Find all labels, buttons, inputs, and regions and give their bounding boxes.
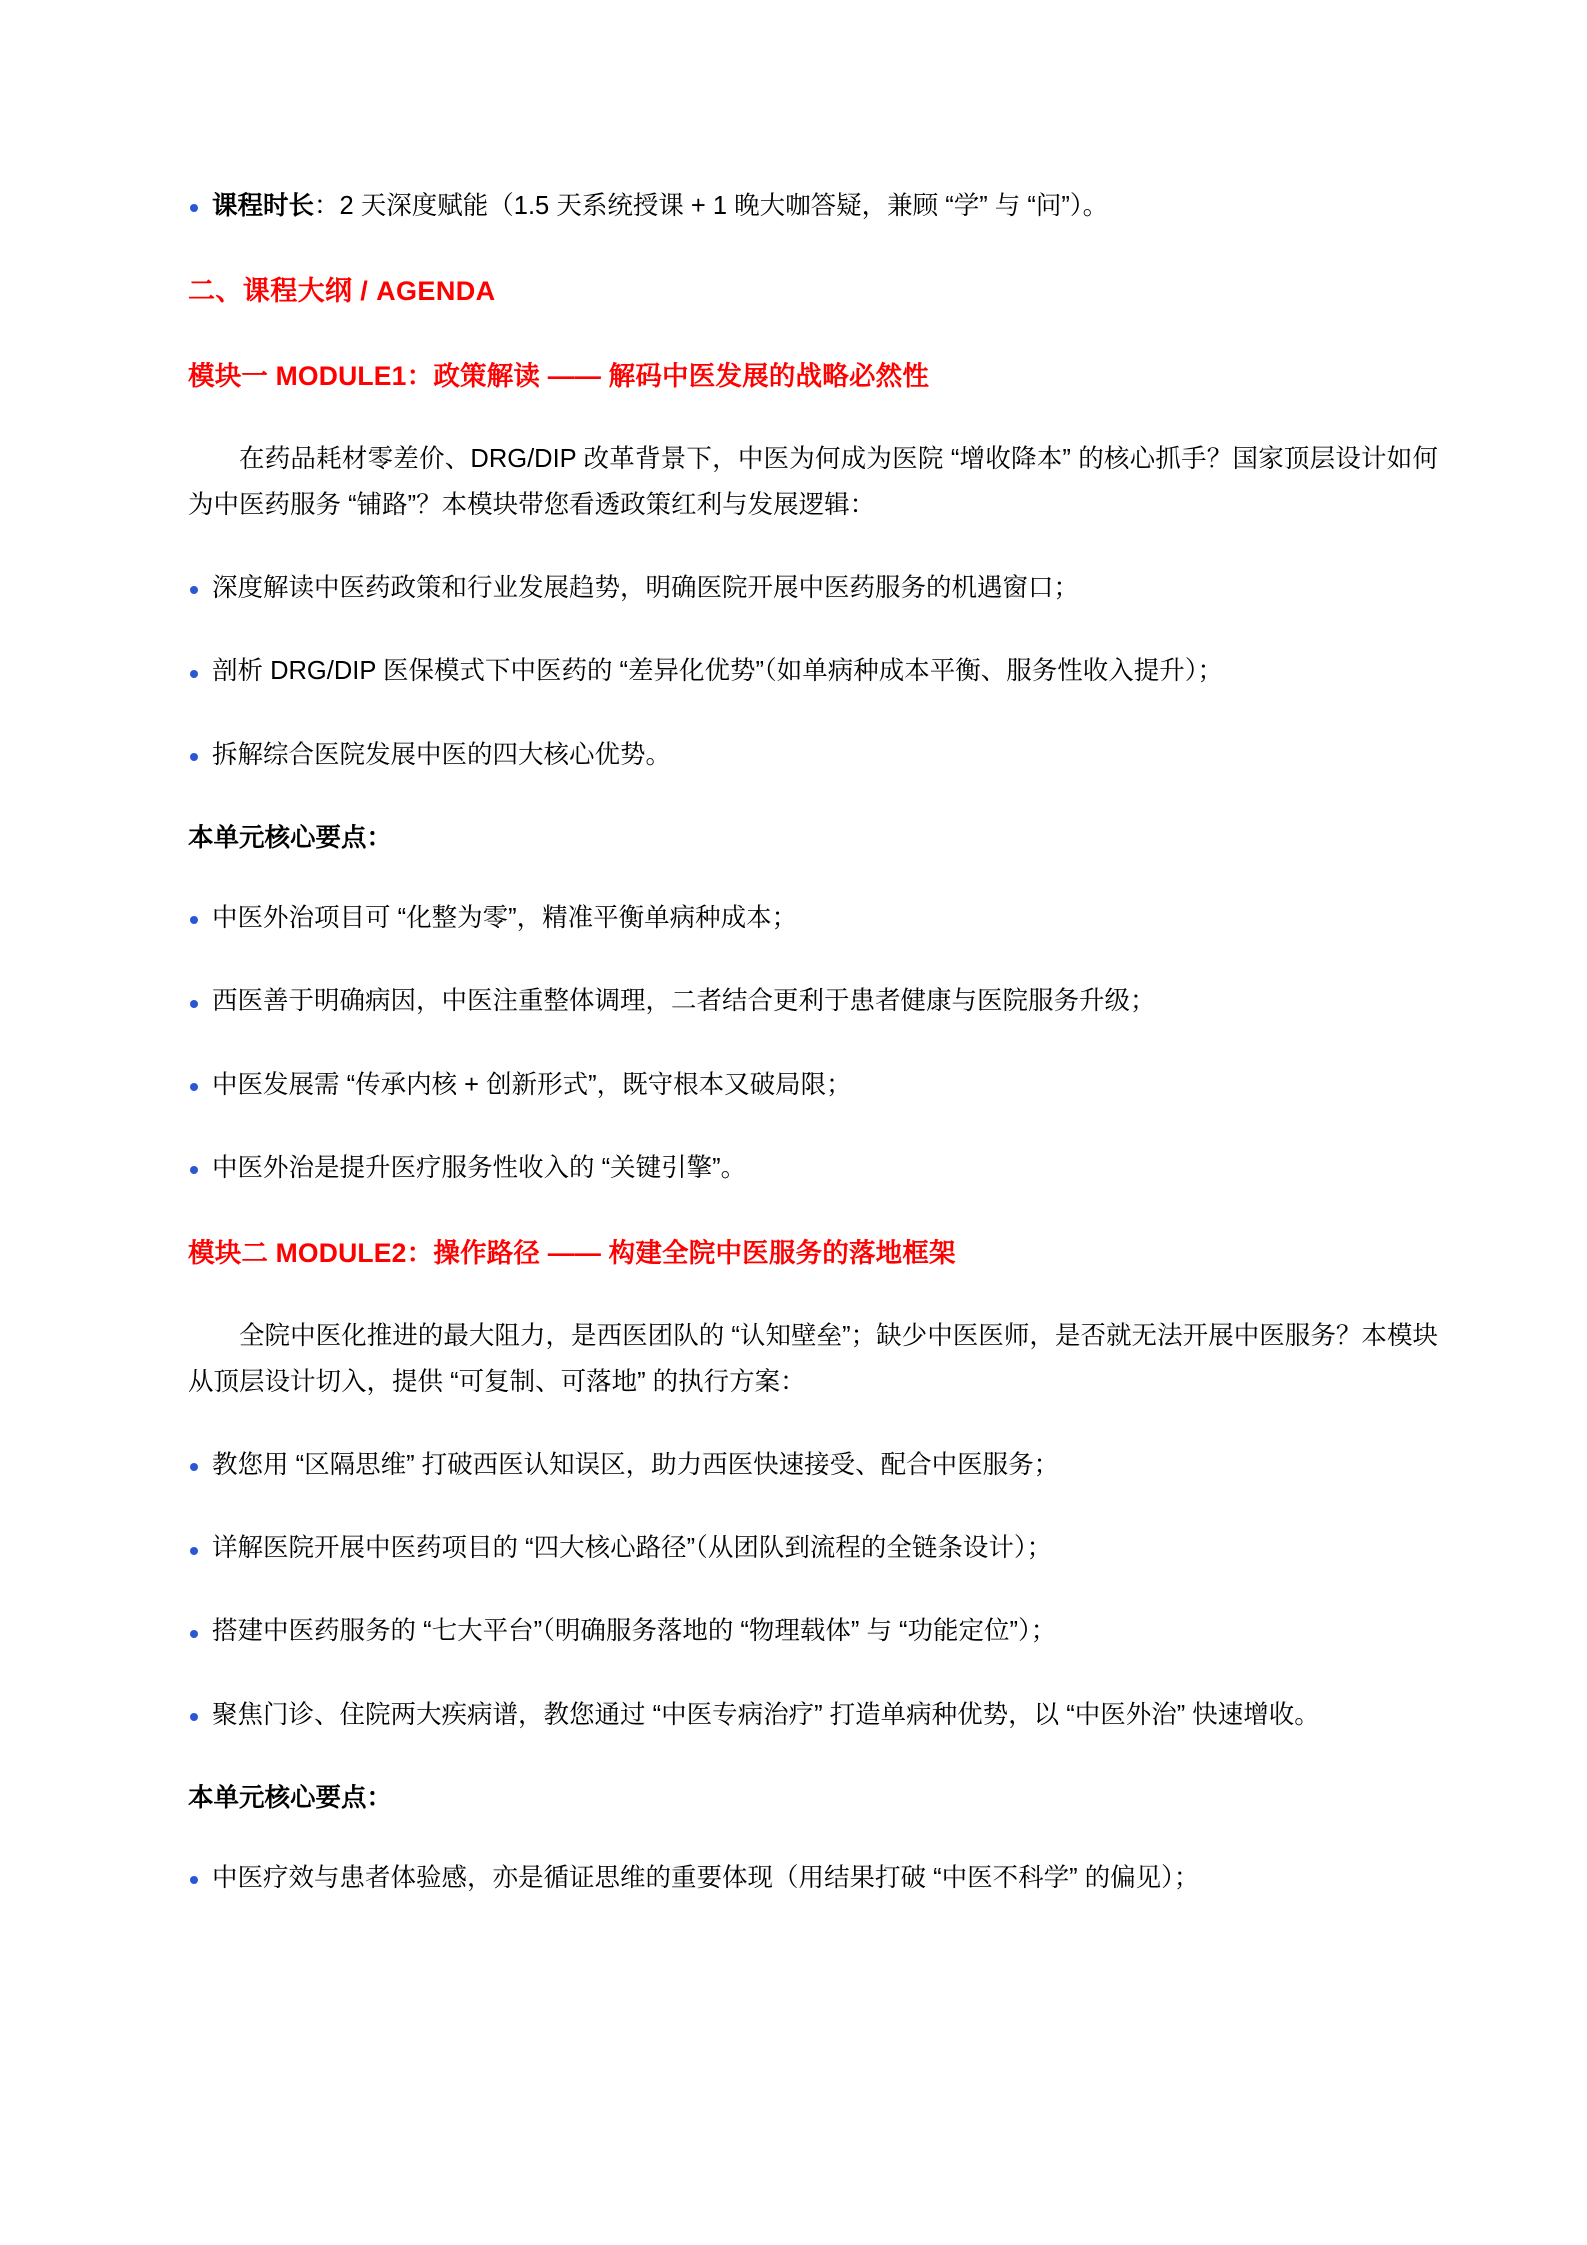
list-item-module1-b3: [188, 735, 1438, 776]
course-duration-label: 课程时长: [212, 192, 315, 220]
heading-module1: 模块一 MODULE1：政策解读 —— 解码中医发展的战略必然性: [188, 361, 930, 392]
list-item-course-duration: [188, 186, 1438, 227]
bullet-dot-icon: [190, 1463, 198, 1471]
course-duration-value: ：2 天深度赋能（1.5 天系统授课 + 1 晚大咖答疑，兼顾 “学” 与 “问”）。: [314, 192, 1109, 220]
bullet-dot-icon: [190, 586, 198, 594]
bullet-dot-icon: [190, 916, 198, 924]
module2-intro-paragraph: 全院中医化推进的最大阻力，是西医团队的 “认知壁垒”；缺少中医医师，是否就无法开展中医服务？本模块从顶层设计切入，提供 “可复制、可落地” 的执行方案：: [188, 1322, 1438, 1396]
module2-bullet-text: 教您用 “区隔思维” 打破西医认知误区，助力西医快速接受、配合中医服务；: [212, 1450, 1060, 1479]
heading-module1-key-points: 本单元核心要点：: [188, 823, 393, 852]
heading-module2: 模块二 MODULE2：操作路径 —— 构建全院中医服务的落地框架: [188, 1238, 956, 1269]
module2-key-point-text: 中医疗效与患者体验感，亦是循证思维的重要体现（用结果打破 “中医不科学” 的偏见）；: [212, 1864, 1200, 1893]
document-body: [188, 186, 1438, 1899]
module2-bullet-text: 聚焦门诊、住院两大疾病谱，教您通过 “中医专病治疗” 打造单病种优势，以 “中医外治” 快速增收。: [212, 1700, 1320, 1729]
list-item-module1-kp4: [188, 1148, 1438, 1189]
list-item-module2-b2: [188, 1528, 1438, 1569]
bullet-dot-icon: [190, 1547, 198, 1555]
module1-bullet-text: 深度解读中医药政策和行业发展趋势，明确医院开展中医药服务的机遇窗口；: [212, 574, 1080, 603]
bullet-dot-icon: [190, 1083, 198, 1091]
list-item-module2-b1: [188, 1445, 1438, 1486]
module1-key-point-text: 中医发展需 “传承内核 + 创新形式”，既守根本又破局限；: [212, 1070, 852, 1099]
list-item-module2-b3: [188, 1611, 1438, 1652]
module1-key-point-text: 西医善于明确病因，中医注重整体调理，二者结合更利于患者健康与医院服务升级；: [212, 987, 1156, 1016]
module2-bullet-text: 详解医院开展中医药项目的 “四大核心路径”（从团队到流程的全链条设计）；: [212, 1534, 1053, 1563]
list-item-module1-b1: [188, 568, 1438, 609]
list-item-module2-kp1: [188, 1858, 1438, 1899]
bullet-dot-icon: [190, 670, 198, 678]
module1-key-point-text: 中医外治项目可 “化整为零”，精准平衡单病种成本；: [212, 903, 798, 932]
module1-bullet-text: 剖析 DRG/DIP 医保模式下中医药的 “差异化优势”（如单病种成本平衡、服务性收入提升）；: [212, 657, 1224, 686]
bullet-dot-icon: [190, 753, 198, 761]
bullet-dot-icon: [190, 1876, 198, 1884]
list-item-module2-b4: [188, 1695, 1438, 1736]
list-item-module1-kp2: [188, 981, 1438, 1022]
heading-agenda: 二、课程大纲 / AGENDA: [188, 276, 496, 307]
bullet-dot-icon: [190, 1630, 198, 1638]
module1-key-point-text: 中医外治是提升医疗服务性收入的 “关键引擎”。: [212, 1153, 747, 1182]
bullet-dot-icon: [190, 204, 198, 212]
bullet-dot-icon: [190, 1166, 198, 1174]
bullet-dot-icon: [190, 1000, 198, 1008]
module1-bullet-text: 拆解综合医院发展中医的四大核心优势。: [212, 740, 672, 769]
course-duration-text: [212, 186, 1438, 227]
heading-module2-key-points: 本单元核心要点：: [188, 1784, 393, 1813]
list-item-module1-kp1: [188, 898, 1438, 939]
module1-intro-paragraph: 在药品耗材零差价、DRG/DIP 改革背景下，中医为何成为医院 “增收降本” 的核心抓手？国家顶层设计如何为中医药服务 “铺路”？本模块带您看透政策红利与发展逻辑：: [188, 445, 1438, 519]
list-item-module1-b2: [188, 651, 1438, 692]
bullet-dot-icon: [190, 1713, 198, 1721]
module2-bullet-text: 搭建中医药服务的 “七大平台”（明确服务落地的 “物理载体” 与 “功能定位”）；: [212, 1617, 1057, 1646]
list-item-module1-kp3: [188, 1065, 1438, 1106]
